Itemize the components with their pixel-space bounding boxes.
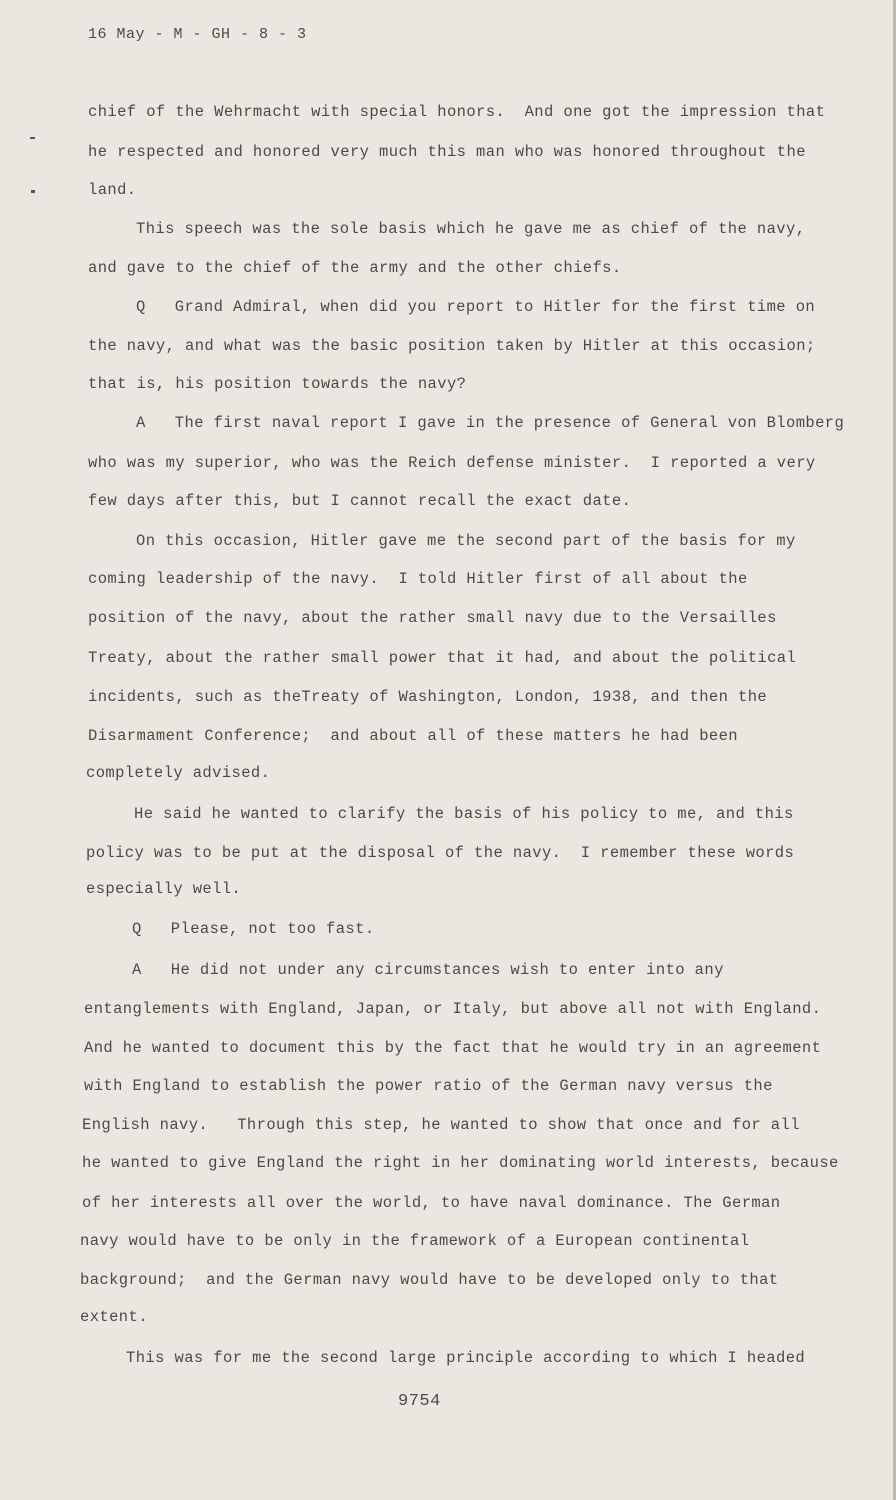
text-line: navy would have to be only in the framework of a European continental [80, 1232, 750, 1250]
text-line: who was my superior, who was the Reich defense minister. I reported a very [88, 454, 816, 472]
text-line: background; and the German navy would have to be developed only to that [80, 1271, 779, 1289]
text-line: On this occasion, Hitler gave me the second part of the basis for my [136, 532, 796, 550]
text-line: especially well. [86, 880, 242, 898]
text-line: he wanted to give England the right in her dominating world interests, because [82, 1154, 839, 1172]
text-line: Treaty, about the rather small power that it had, and about the political [88, 649, 797, 667]
text-line: position of the navy, about the rather small navy due to the Versailles [88, 609, 777, 627]
text-line: coming leadership of the navy. I told Hitler first of all about the [88, 570, 748, 588]
text-line: few days after this, but I cannot recall the exact date. [88, 492, 632, 510]
text-line: This was for me the second large principle according to which I headed [126, 1349, 806, 1367]
page-header: 16 May - M - GH - 8 - 3 [88, 26, 307, 43]
text-line: chief of the Wehrmacht with special honors. And one got the impression that [88, 103, 826, 121]
text-line: incidents, such as theTreaty of Washington, London, 1938, and then the [88, 688, 768, 706]
text-line: he respected and honored very much this man who was honored throughout the [88, 143, 806, 161]
text-line: the navy, and what was the basic position taken by Hitler at this occasion; [88, 337, 816, 355]
text-line: Q Grand Admiral, when did you report to Hitler for the first time on [136, 298, 816, 316]
text-line: A He did not under any circumstances wish to enter into any [132, 961, 724, 979]
text-line: that is, his position towards the navy? [88, 375, 467, 393]
text-line: Disarmament Conference; and about all of these matters he had been [88, 727, 739, 745]
text-line: A The first naval report I gave in the presence of General von Blomberg [136, 414, 845, 432]
text-line: and gave to the chief of the army and the other chiefs. [88, 259, 622, 277]
margin-mark [31, 190, 35, 193]
text-line: English navy. Through this step, he wanted to show that once and for all [82, 1116, 800, 1134]
text-line: policy was to be put at the disposal of the navy. I remember these words [86, 844, 795, 862]
text-line: of her interests all over the world, to have naval dominance. The German [82, 1194, 781, 1212]
page-number: 9754 [398, 1392, 441, 1411]
text-line: land. [88, 181, 137, 199]
text-line: Q Please, not too fast. [132, 920, 375, 938]
text-line: He said he wanted to clarify the basis of his policy to me, and this [134, 805, 794, 823]
text-line: with England to establish the power ratio of the German navy versus the [84, 1077, 773, 1095]
margin-mark [30, 137, 35, 139]
text-line: extent. [80, 1308, 148, 1326]
text-line: This speech was the sole basis which he gave me as chief of the navy, [136, 220, 806, 238]
text-line: completely advised. [86, 764, 271, 782]
text-line: entanglements with England, Japan, or Italy, but above all not with England. [84, 1000, 822, 1018]
text-line: And he wanted to document this by the fact that he would try in an agreement [84, 1039, 822, 1057]
